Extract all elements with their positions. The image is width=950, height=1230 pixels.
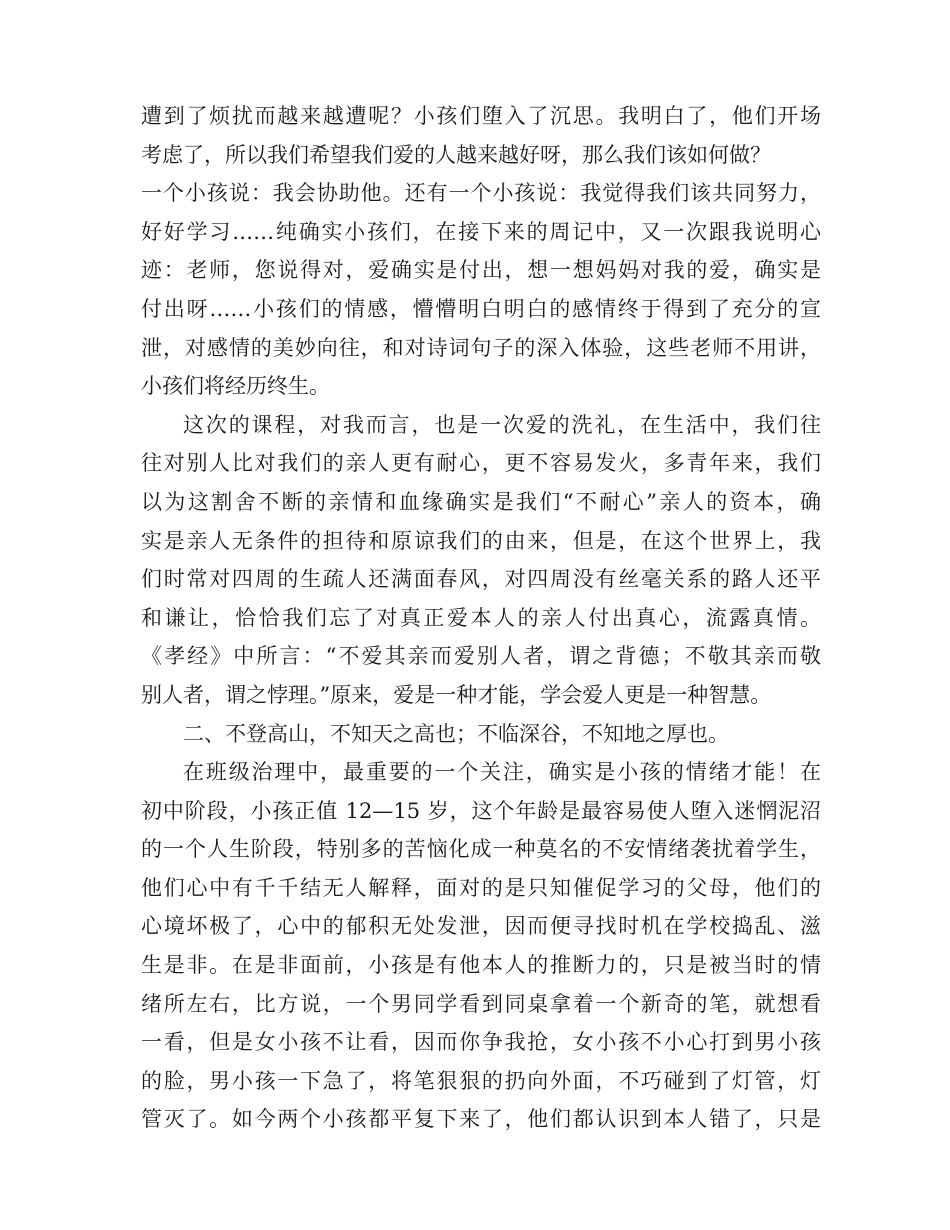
- text-line: 二、不登高山，不知天之高也；不临深谷，不知地之厚也。: [183, 721, 729, 746]
- text-line: 别人者，谓之悖理。”原来，爱是一种才能，学会爱人更是一种智慧。: [141, 682, 772, 707]
- text-line: 遭到了烦扰而越来越遭呢？小孩们堕入了沉思。我明白了，他们开场: [141, 104, 821, 128]
- text-line: 的脸，男小孩一下急了，将笔狠狠的扔向外面，不巧碰到了灯管，灯: [141, 1068, 821, 1093]
- text-line: 心境坏极了，心中的郁积无处发泄，因而便寻找时机在学校捣乱、滋: [141, 914, 821, 939]
- text-line: 绪所左右，比方说，一个男同学看到同桌拿着一个新奇的笔，就想看: [141, 991, 821, 1016]
- text-line: 小孩们将经历终生。: [141, 374, 330, 399]
- text-line: 泄，对感情的美妙向往，和对诗词句子的深入体验，这些老师不用讲，: [141, 335, 821, 360]
- text-line: 和谦让，恰恰我们忘了对真正爱本人的亲人付出真心，流露真情。: [141, 605, 821, 630]
- text-line: 往对别人比对我们的亲人更有耐心，更不容易发火，多青年来，我们: [141, 451, 821, 476]
- text-line: 考虑了，所以我们希望我们爱的人越来越好呀，那么我们该如何做？: [141, 142, 771, 167]
- text-line: 们时常对四周的生疏人还满面春风，对四周没有丝毫关系的路人还平: [141, 567, 821, 592]
- text-line: 生是非。在是非面前，小孩是有他本人的推断力的，只是被当时的情: [141, 953, 821, 978]
- text-line: 以为这割舍不断的亲情和血缘确实是我们“不耐心”亲人的资本，确: [141, 489, 821, 514]
- text-line: 一看，但是女小孩不让看，因而你争我抢，女小孩不小心打到男小孩: [141, 1030, 821, 1055]
- text-line: 管灭了。如今两个小孩都平复下来了，他们都认识到本人错了，只是: [141, 1107, 821, 1132]
- text-line: 一个小孩说：我会协助他。还有一个小孩说：我觉得我们该共同努力，: [141, 181, 821, 206]
- text-line: 初中阶段，小孩正值 12—15 岁，这个年龄是最容易使人堕入迷惘泥沼: [141, 798, 821, 823]
- text-line: 实是亲人无条件的担待和原谅我们的由来，但是，在这个世界上，我: [141, 528, 821, 553]
- text-line: 好好学习……纯确实小孩们，在接下来的周记中，又一次跟我说明心: [141, 219, 821, 244]
- text-line: 付出呀……小孩们的情感，懵懵明白明白的感情终于得到了充分的宣: [141, 296, 821, 321]
- text-line: 《孝经》中所言：“不爱其亲而爱别人者，谓之背德；不敬其亲而敬: [141, 644, 821, 669]
- text-line: 迹：老师，您说得对，爱确实是付出，想一想妈妈对我的爱，确实是: [141, 258, 821, 283]
- text-line: 的一个人生阶段，特别多的苦恼化成一种莫名的不安情绪袭扰着学生，: [141, 837, 821, 862]
- text-line: 他们心中有千千结无人解释，面对的是只知催促学习的父母，他们的: [141, 875, 821, 900]
- text-line: 这次的课程，对我而言，也是一次爱的洗礼，在生活中，我们往: [183, 412, 821, 437]
- body-text: [141, 97, 821, 1139]
- text-line: 在班级治理中，最重要的一个关注，确实是小孩的情绪才能！在: [183, 760, 821, 785]
